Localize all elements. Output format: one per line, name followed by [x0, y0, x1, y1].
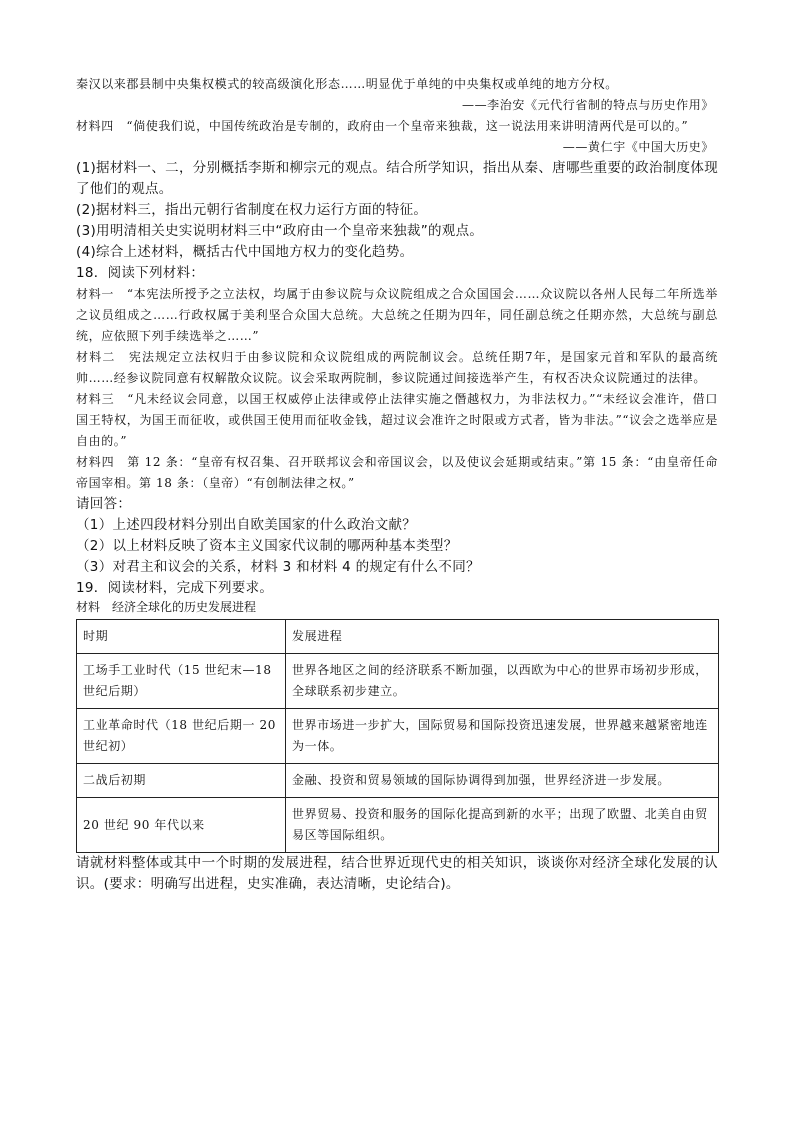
exam-page — [76, 74, 718, 895]
table-cell-period: 二战后初期 — [77, 764, 286, 798]
q18-question-2: （2）以上材料反映了资本主义国家代议制的哪两种基本类型？ — [76, 538, 458, 554]
q17-question-2: (2)据材料三，指出元朝行省制度在权力运行方面的特征。 — [76, 202, 428, 218]
q18-heading: 18．阅读下列材料： — [76, 265, 205, 281]
q18-material-3: 材料三 “凡未经议会同意，以国王权威停止法律或停止法律实施之僭越权力，为非法权力。”“未经议会准许，借口国王特权，为国王而征收，或供国王使用而征收金钱，超过议会准许之时限或方式者，皆为非法。”“议会之选举应是自由的。” — [76, 392, 718, 448]
q18-material-4: 材料四 第 12 条：“皇帝有权召集、召开联邦议会和帝国议会，以及使议会延期或结束。”第 15 条：“由皇帝任命帝国宰相。第 18 条：（皇帝）“有创制法律之权。” — [76, 455, 718, 490]
q19-requirement: 请就材料整体或其中一个时期的发展进程，结合世界近现代史的相关知识，谈谈你对经济全球化发展的认识。(要求：明确写出进程，史实准确，表达清晰，史论结合)。 — [76, 855, 718, 892]
table-row — [77, 764, 719, 798]
globalization-table — [76, 619, 719, 853]
table-row — [77, 709, 719, 764]
table-row — [77, 798, 719, 853]
material-3-source: ——李治安《元代行省制的特点与历史作用》 — [461, 98, 714, 112]
q18-question-3: （3）对君主和议会的关系，材料 3 和材料 4 的规定有什么不同？ — [76, 559, 480, 575]
table-header-progress: 发展进程 — [286, 620, 719, 654]
q17-question-3: (3)用明清相关史实说明材料三中“政府由一个皇帝来独裁”的观点。 — [76, 223, 484, 239]
table-caption: 材料 经济全球化的历史发展进程 — [76, 600, 257, 614]
table-header-period: 时期 — [77, 620, 286, 654]
table-cell-period: 工场手工业时代（15 世纪末—18 世纪后期） — [77, 654, 286, 709]
table-cell-progress: 金融、投资和贸易领域的国际协调得到加强，世界经济进一步发展。 — [286, 764, 719, 798]
q18-prompt: 请回答： — [76, 496, 132, 512]
table-cell-period: 20 世纪 90 年代以来 — [77, 798, 286, 853]
q18-material-1: 材料一 “本宪法所授予之立法权，均属于由参议院与众议院组成之合众国国会……众议院以各州人民每二年所选举之议员组成之……行政权属于美利坚合众国大总统。大总统之任期为四年，同任副总统之任期亦然，大总统与副总统，应依照下列手续选举之……” — [76, 287, 718, 343]
table-row — [77, 654, 719, 709]
table-cell-progress: 世界市场进一步扩大，国际贸易和国际投资迅速发展，世界越来越紧密地连为一体。 — [286, 709, 719, 764]
q17-question-4: (4)综合上述材料，概括古代中国地方权力的变化趋势。 — [76, 244, 414, 260]
q17-question-1: (1)据材料一、二，分别概括李斯和柳宗元的观点。结合所学知识，指出从秦、唐哪些重要的政治制度体现了他们的观点。 — [76, 160, 718, 197]
material-4-source: ——黄仁宇《中国大历史》 — [562, 140, 714, 154]
material-3-text: 秦汉以来郡县制中央集权模式的较高级演化形态……明显优于单纯的中央集权或单纯的地方分权。 — [76, 77, 618, 91]
table-header-row — [77, 620, 719, 654]
table-cell-period: 工业革命时代（18 世纪后期一 20 世纪初） — [77, 709, 286, 764]
table-cell-progress: 世界贸易、投资和服务的国际化提高到新的水平；出现了欧盟、北美自由贸易区等国际组织。 — [286, 798, 719, 853]
material-4-text: 材料四 “倘使我们说，中国传统政治是专制的，政府由一个皇帝来独裁，这一说法用来讲明清两代是可以的。” — [76, 119, 689, 133]
q18-question-1: （1）上述四段材料分别出自欧美国家的什么政治文献？ — [76, 517, 417, 533]
q18-material-2: 材料二 宪法规定立法权归于由参议院和众议院组成的两院制议会。总统任期7年，是国家元首和军队的最高统帅……经参议院同意有权解散众议院。议会采取两院制，参议院通过间接选举产生，有权否决众议院通过的法律。 — [76, 350, 718, 385]
table-cell-progress: 世界各地区之间的经济联系不断加强，以西欧为中心的世界市场初步形成，全球联系初步建立。 — [286, 654, 719, 709]
q19-heading: 19．阅读材料，完成下列要求。 — [76, 580, 274, 596]
